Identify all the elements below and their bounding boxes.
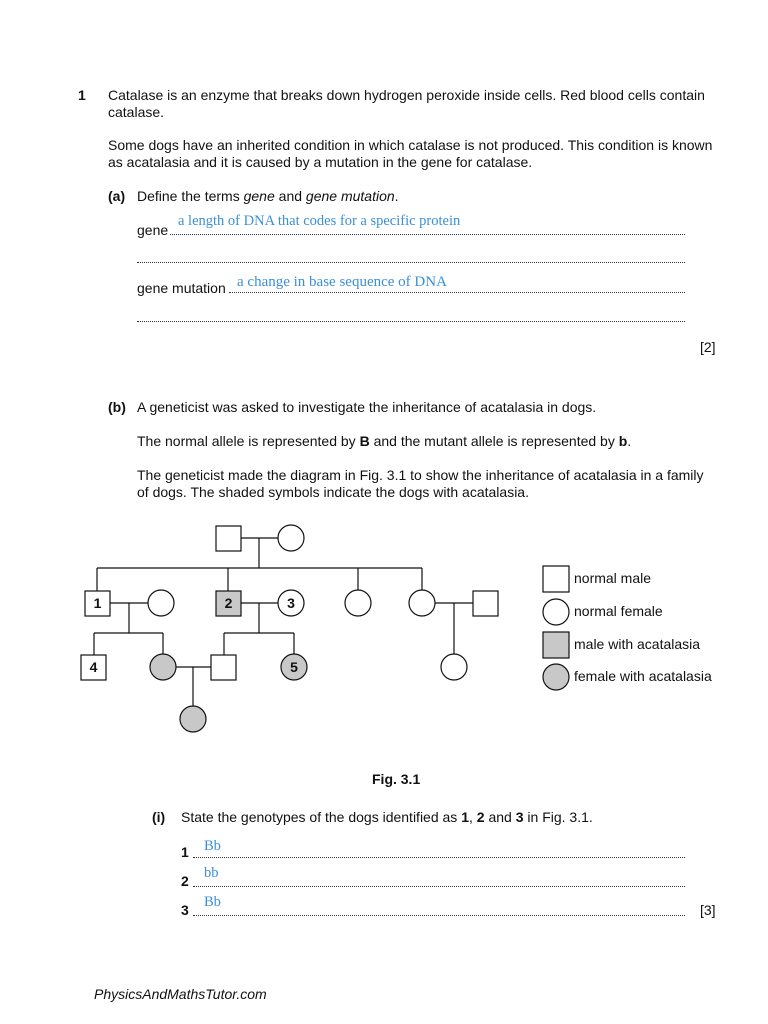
pedigree-label-1: 1 bbox=[93, 595, 102, 611]
part-b-line1: A geneticist was asked to investigate the inheritance of acatalasia in dogs. bbox=[137, 399, 597, 415]
footer-watermark: PhysicsAndMathsTutor.com bbox=[94, 986, 267, 1002]
pedigree-label-5: 5 bbox=[290, 659, 298, 675]
pedigree-female-spouse-of-1 bbox=[148, 590, 174, 616]
intro2-line1: Some dogs have an inherited condition in which catalase is not produced. This condition is known bbox=[108, 137, 713, 153]
pedigree-female-affected-cousin bbox=[150, 654, 176, 680]
gene-answer: a length of DNA that codes for a specific protein bbox=[178, 213, 461, 229]
genotype-2-answer: bb bbox=[204, 865, 219, 881]
allele-sentence: The normal allele is represented by B and the mutant allele is represented by b. bbox=[137, 433, 632, 449]
gene-label: gene bbox=[137, 222, 169, 238]
legend-affected-male-icon bbox=[543, 632, 569, 658]
pedigree-label-4: 4 bbox=[89, 659, 98, 675]
pedigree-female-sibling bbox=[345, 590, 371, 616]
pedigree-male-grandfather bbox=[216, 526, 241, 551]
intro-paragraph-1 bbox=[108, 87, 705, 121]
gene-answer-line-2[interactable] bbox=[137, 262, 685, 263]
legend-normal-female-label: normal female bbox=[574, 603, 663, 619]
genotype-1-answer: Bb bbox=[204, 838, 221, 854]
part-a-prompt: Define the terms gene and gene mutation. bbox=[137, 188, 399, 204]
pedigree-female-grandmother bbox=[278, 525, 304, 551]
gene-answer-line[interactable] bbox=[170, 234, 685, 235]
part-bi-label: (i) bbox=[152, 809, 166, 825]
genotype-3-answer: Bb bbox=[204, 894, 221, 910]
intro-paragraph-2 bbox=[108, 137, 712, 171]
part-bi-prompt: State the genotypes of the dogs identified as 1, 2 and 3 in Fig. 3.1. bbox=[181, 809, 593, 825]
intro1-line1: Catalase is an enzyme that breaks down hydrogen peroxide inside cells. Red blood cells contain bbox=[108, 87, 705, 103]
pedigree-female-right-child bbox=[441, 654, 467, 680]
legend-normal-female-icon bbox=[543, 599, 569, 625]
part-a-marks: [2] bbox=[700, 339, 716, 355]
legend-normal-male-icon bbox=[543, 566, 569, 592]
pedigree-label-3: 3 bbox=[287, 595, 295, 611]
legend-affected-female-label: female with acatalasia bbox=[574, 668, 712, 684]
genotype-3-line[interactable] bbox=[193, 915, 685, 916]
gene-mutation-label: gene mutation bbox=[137, 280, 226, 296]
pedigree-male-spouse-right bbox=[473, 591, 498, 616]
pedigree-label-2: 2 bbox=[224, 595, 233, 611]
genotype-1-label: 1 bbox=[181, 844, 189, 860]
diagram-description bbox=[137, 467, 704, 501]
genotype-3-label: 3 bbox=[181, 902, 189, 918]
pedigree-female-sibling-2 bbox=[409, 590, 435, 616]
legend-affected-male-label: male with acatalasia bbox=[574, 636, 701, 652]
genotype-2-line[interactable] bbox=[193, 886, 685, 887]
intro1-line2: catalase. bbox=[108, 104, 165, 120]
pedigree-female-affected-offspring bbox=[180, 706, 206, 732]
part-a-label: (a) bbox=[108, 188, 126, 204]
pedigree-lines bbox=[94, 538, 473, 707]
mutation-answer-line[interactable] bbox=[229, 292, 685, 293]
genotype-2-label: 2 bbox=[181, 873, 189, 889]
genotype-1-line[interactable] bbox=[193, 857, 685, 858]
legend-affected-female-icon bbox=[543, 664, 569, 690]
mutation-answer: a change in base sequence of DNA bbox=[237, 274, 447, 290]
question-number: 1 bbox=[78, 87, 86, 103]
diagram-line2: of dogs. The shaded symbols indicate the dogs with acatalasia. bbox=[137, 484, 529, 500]
legend-normal-male-label: normal male bbox=[574, 570, 652, 586]
diagram-line1: The geneticist made the diagram in Fig. 3.1 to show the inheritance of acatalasia in a family bbox=[137, 467, 704, 483]
intro2-line2: as acatalasia and it is caused by a mutation in the gene for catalase. bbox=[108, 154, 533, 170]
pedigree-diagram bbox=[0, 510, 768, 750]
part-bi-marks: [3] bbox=[700, 902, 716, 918]
mutation-answer-line-2[interactable] bbox=[137, 321, 685, 322]
part-b-label: (b) bbox=[108, 399, 126, 415]
figure-caption: Fig. 3.1 bbox=[372, 771, 421, 787]
pedigree-male-child-of-2 bbox=[211, 655, 236, 680]
